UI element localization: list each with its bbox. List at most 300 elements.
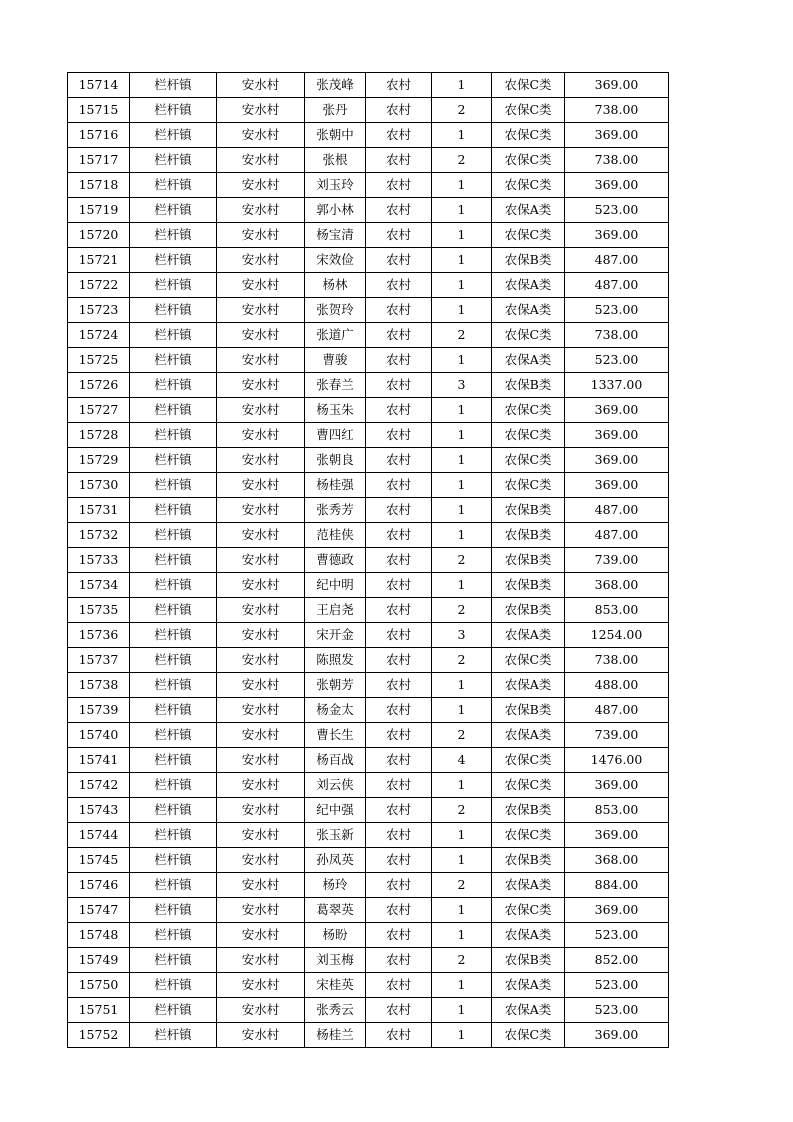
amount-cell: 852.00 xyxy=(565,948,669,973)
name-cell: 张道广 xyxy=(305,323,366,348)
record-id-cell: 15738 xyxy=(68,673,130,698)
name-cell: 宋桂英 xyxy=(305,973,366,998)
table-row xyxy=(68,573,669,598)
table-row xyxy=(68,373,669,398)
village-cell: 安水村 xyxy=(217,673,305,698)
count-cell: 4 xyxy=(432,748,492,773)
amount-cell: 853.00 xyxy=(565,798,669,823)
record-id-cell: 15736 xyxy=(68,623,130,648)
area-type-cell: 农村 xyxy=(366,673,432,698)
record-id-cell: 15750 xyxy=(68,973,130,998)
town-cell: 栏杆镇 xyxy=(130,248,217,273)
name-cell: 郭小林 xyxy=(305,198,366,223)
area-type-cell: 农村 xyxy=(366,723,432,748)
amount-cell: 369.00 xyxy=(565,448,669,473)
village-cell: 安水村 xyxy=(217,648,305,673)
record-id-cell: 15727 xyxy=(68,398,130,423)
record-id-cell: 15744 xyxy=(68,823,130,848)
name-cell: 杨盼 xyxy=(305,923,366,948)
amount-cell: 369.00 xyxy=(565,773,669,798)
count-cell: 1 xyxy=(432,898,492,923)
category-cell: 农保C类 xyxy=(492,773,565,798)
record-id-cell: 15741 xyxy=(68,748,130,773)
area-type-cell: 农村 xyxy=(366,798,432,823)
town-cell: 栏杆镇 xyxy=(130,323,217,348)
category-cell: 农保B类 xyxy=(492,848,565,873)
name-cell: 宋效俭 xyxy=(305,248,366,273)
village-cell: 安水村 xyxy=(217,523,305,548)
category-cell: 农保A类 xyxy=(492,873,565,898)
town-cell: 栏杆镇 xyxy=(130,398,217,423)
record-id-cell: 15717 xyxy=(68,148,130,173)
category-cell: 农保C类 xyxy=(492,748,565,773)
table-row xyxy=(68,548,669,573)
count-cell: 1 xyxy=(432,698,492,723)
count-cell: 3 xyxy=(432,623,492,648)
record-id-cell: 15720 xyxy=(68,223,130,248)
record-id-cell: 15732 xyxy=(68,523,130,548)
count-cell: 2 xyxy=(432,873,492,898)
village-cell: 安水村 xyxy=(217,548,305,573)
name-cell: 张根 xyxy=(305,148,366,173)
table-row xyxy=(68,973,669,998)
amount-cell: 369.00 xyxy=(565,423,669,448)
name-cell: 刘玉玲 xyxy=(305,173,366,198)
village-cell: 安水村 xyxy=(217,1023,305,1048)
amount-cell: 487.00 xyxy=(565,523,669,548)
town-cell: 栏杆镇 xyxy=(130,998,217,1023)
table-row xyxy=(68,748,669,773)
village-cell: 安水村 xyxy=(217,273,305,298)
count-cell: 2 xyxy=(432,98,492,123)
category-cell: 农保B类 xyxy=(492,698,565,723)
name-cell: 孙凤英 xyxy=(305,848,366,873)
category-cell: 农保B类 xyxy=(492,798,565,823)
name-cell: 张玉新 xyxy=(305,823,366,848)
village-cell: 安水村 xyxy=(217,123,305,148)
amount-cell: 369.00 xyxy=(565,123,669,148)
table-row xyxy=(68,148,669,173)
table-row xyxy=(68,923,669,948)
area-type-cell: 农村 xyxy=(366,548,432,573)
name-cell: 张丹 xyxy=(305,98,366,123)
village-cell: 安水村 xyxy=(217,823,305,848)
count-cell: 2 xyxy=(432,548,492,573)
record-id-cell: 15743 xyxy=(68,798,130,823)
table-row xyxy=(68,823,669,848)
town-cell: 栏杆镇 xyxy=(130,448,217,473)
record-id-cell: 15752 xyxy=(68,1023,130,1048)
amount-cell: 884.00 xyxy=(565,873,669,898)
area-type-cell: 农村 xyxy=(366,623,432,648)
category-cell: 农保B类 xyxy=(492,373,565,398)
category-cell: 农保C类 xyxy=(492,323,565,348)
count-cell: 1 xyxy=(432,448,492,473)
village-cell: 安水村 xyxy=(217,948,305,973)
table-row xyxy=(68,698,669,723)
category-cell: 农保B类 xyxy=(492,598,565,623)
name-cell: 曹德政 xyxy=(305,548,366,573)
area-type-cell: 农村 xyxy=(366,173,432,198)
area-type-cell: 农村 xyxy=(366,998,432,1023)
record-id-cell: 15751 xyxy=(68,998,130,1023)
count-cell: 2 xyxy=(432,148,492,173)
table-row xyxy=(68,873,669,898)
village-cell: 安水村 xyxy=(217,598,305,623)
record-id-cell: 15731 xyxy=(68,498,130,523)
count-cell: 1 xyxy=(432,773,492,798)
table-row xyxy=(68,898,669,923)
amount-cell: 739.00 xyxy=(565,548,669,573)
record-id-cell: 15729 xyxy=(68,448,130,473)
table-row xyxy=(68,423,669,448)
village-cell: 安水村 xyxy=(217,373,305,398)
village-cell: 安水村 xyxy=(217,323,305,348)
area-type-cell: 农村 xyxy=(366,73,432,98)
amount-cell: 487.00 xyxy=(565,248,669,273)
area-type-cell: 农村 xyxy=(366,298,432,323)
village-cell: 安水村 xyxy=(217,923,305,948)
table-row xyxy=(68,798,669,823)
category-cell: 农保C类 xyxy=(492,1023,565,1048)
data-table xyxy=(67,72,669,1048)
category-cell: 农保B类 xyxy=(492,573,565,598)
name-cell: 宋开金 xyxy=(305,623,366,648)
village-cell: 安水村 xyxy=(217,723,305,748)
record-id-cell: 15740 xyxy=(68,723,130,748)
amount-cell: 523.00 xyxy=(565,198,669,223)
name-cell: 刘云侠 xyxy=(305,773,366,798)
area-type-cell: 农村 xyxy=(366,648,432,673)
table-row xyxy=(68,123,669,148)
record-id-cell: 15742 xyxy=(68,773,130,798)
name-cell: 杨玲 xyxy=(305,873,366,898)
record-id-cell: 15734 xyxy=(68,573,130,598)
village-cell: 安水村 xyxy=(217,248,305,273)
table-row xyxy=(68,298,669,323)
count-cell: 2 xyxy=(432,948,492,973)
village-cell: 安水村 xyxy=(217,473,305,498)
category-cell: 农保C类 xyxy=(492,823,565,848)
village-cell: 安水村 xyxy=(217,148,305,173)
count-cell: 1 xyxy=(432,398,492,423)
area-type-cell: 农村 xyxy=(366,498,432,523)
area-type-cell: 农村 xyxy=(366,348,432,373)
name-cell: 杨桂强 xyxy=(305,473,366,498)
count-cell: 1 xyxy=(432,848,492,873)
village-cell: 安水村 xyxy=(217,98,305,123)
village-cell: 安水村 xyxy=(217,348,305,373)
village-cell: 安水村 xyxy=(217,298,305,323)
name-cell: 张贺玲 xyxy=(305,298,366,323)
village-cell: 安水村 xyxy=(217,623,305,648)
category-cell: 农保A类 xyxy=(492,673,565,698)
count-cell: 1 xyxy=(432,173,492,198)
category-cell: 农保C类 xyxy=(492,898,565,923)
area-type-cell: 农村 xyxy=(366,1023,432,1048)
town-cell: 栏杆镇 xyxy=(130,298,217,323)
name-cell: 杨百战 xyxy=(305,748,366,773)
name-cell: 杨宝清 xyxy=(305,223,366,248)
table-row xyxy=(68,173,669,198)
name-cell: 张茂峰 xyxy=(305,73,366,98)
town-cell: 栏杆镇 xyxy=(130,173,217,198)
category-cell: 农保A类 xyxy=(492,973,565,998)
amount-cell: 853.00 xyxy=(565,598,669,623)
name-cell: 张朝良 xyxy=(305,448,366,473)
count-cell: 1 xyxy=(432,523,492,548)
table-row xyxy=(68,723,669,748)
record-id-cell: 15730 xyxy=(68,473,130,498)
count-cell: 2 xyxy=(432,798,492,823)
amount-cell: 738.00 xyxy=(565,98,669,123)
table-row xyxy=(68,598,669,623)
name-cell: 张朝中 xyxy=(305,123,366,148)
category-cell: 农保B类 xyxy=(492,948,565,973)
village-cell: 安水村 xyxy=(217,773,305,798)
amount-cell: 738.00 xyxy=(565,648,669,673)
count-cell: 1 xyxy=(432,423,492,448)
town-cell: 栏杆镇 xyxy=(130,373,217,398)
town-cell: 栏杆镇 xyxy=(130,973,217,998)
area-type-cell: 农村 xyxy=(366,373,432,398)
town-cell: 栏杆镇 xyxy=(130,723,217,748)
record-id-cell: 15726 xyxy=(68,373,130,398)
amount-cell: 368.00 xyxy=(565,848,669,873)
table-row xyxy=(68,998,669,1023)
area-type-cell: 农村 xyxy=(366,598,432,623)
amount-cell: 369.00 xyxy=(565,823,669,848)
area-type-cell: 农村 xyxy=(366,873,432,898)
count-cell: 1 xyxy=(432,998,492,1023)
amount-cell: 487.00 xyxy=(565,698,669,723)
amount-cell: 523.00 xyxy=(565,973,669,998)
category-cell: 农保C类 xyxy=(492,123,565,148)
area-type-cell: 农村 xyxy=(366,448,432,473)
amount-cell: 1337.00 xyxy=(565,373,669,398)
town-cell: 栏杆镇 xyxy=(130,673,217,698)
name-cell: 张朝芳 xyxy=(305,673,366,698)
amount-cell: 369.00 xyxy=(565,898,669,923)
area-type-cell: 农村 xyxy=(366,698,432,723)
name-cell: 张秀云 xyxy=(305,998,366,1023)
table-row xyxy=(68,73,669,98)
category-cell: 农保C类 xyxy=(492,473,565,498)
record-id-cell: 15719 xyxy=(68,198,130,223)
village-cell: 安水村 xyxy=(217,498,305,523)
category-cell: 农保B类 xyxy=(492,498,565,523)
category-cell: 农保C类 xyxy=(492,398,565,423)
village-cell: 安水村 xyxy=(217,798,305,823)
area-type-cell: 农村 xyxy=(366,148,432,173)
area-type-cell: 农村 xyxy=(366,123,432,148)
amount-cell: 1254.00 xyxy=(565,623,669,648)
town-cell: 栏杆镇 xyxy=(130,823,217,848)
town-cell: 栏杆镇 xyxy=(130,898,217,923)
table-row xyxy=(68,323,669,348)
name-cell: 杨金太 xyxy=(305,698,366,723)
name-cell: 曹骏 xyxy=(305,348,366,373)
name-cell: 纪中强 xyxy=(305,798,366,823)
name-cell: 张秀芳 xyxy=(305,498,366,523)
table-row xyxy=(68,273,669,298)
town-cell: 栏杆镇 xyxy=(130,498,217,523)
table-row xyxy=(68,223,669,248)
village-cell: 安水村 xyxy=(217,223,305,248)
table-row xyxy=(68,673,669,698)
category-cell: 农保A类 xyxy=(492,198,565,223)
area-type-cell: 农村 xyxy=(366,248,432,273)
count-cell: 2 xyxy=(432,323,492,348)
name-cell: 杨玉朱 xyxy=(305,398,366,423)
area-type-cell: 农村 xyxy=(366,523,432,548)
amount-cell: 523.00 xyxy=(565,923,669,948)
amount-cell: 739.00 xyxy=(565,723,669,748)
table-row xyxy=(68,398,669,423)
category-cell: 农保A类 xyxy=(492,623,565,648)
amount-cell: 369.00 xyxy=(565,73,669,98)
amount-cell: 523.00 xyxy=(565,298,669,323)
town-cell: 栏杆镇 xyxy=(130,73,217,98)
count-cell: 3 xyxy=(432,373,492,398)
table-body xyxy=(68,73,669,1048)
amount-cell: 738.00 xyxy=(565,323,669,348)
record-id-cell: 15739 xyxy=(68,698,130,723)
count-cell: 1 xyxy=(432,248,492,273)
record-id-cell: 15714 xyxy=(68,73,130,98)
name-cell: 纪中明 xyxy=(305,573,366,598)
record-id-cell: 15748 xyxy=(68,923,130,948)
count-cell: 1 xyxy=(432,298,492,323)
amount-cell: 369.00 xyxy=(565,223,669,248)
town-cell: 栏杆镇 xyxy=(130,748,217,773)
count-cell: 1 xyxy=(432,673,492,698)
record-id-cell: 15724 xyxy=(68,323,130,348)
town-cell: 栏杆镇 xyxy=(130,273,217,298)
category-cell: 农保C类 xyxy=(492,98,565,123)
name-cell: 杨桂兰 xyxy=(305,1023,366,1048)
table-row xyxy=(68,948,669,973)
count-cell: 1 xyxy=(432,473,492,498)
area-type-cell: 农村 xyxy=(366,748,432,773)
amount-cell: 523.00 xyxy=(565,998,669,1023)
category-cell: 农保A类 xyxy=(492,298,565,323)
table-row xyxy=(68,348,669,373)
table-row xyxy=(68,523,669,548)
village-cell: 安水村 xyxy=(217,448,305,473)
village-cell: 安水村 xyxy=(217,198,305,223)
town-cell: 栏杆镇 xyxy=(130,223,217,248)
area-type-cell: 农村 xyxy=(366,898,432,923)
amount-cell: 487.00 xyxy=(565,273,669,298)
name-cell: 刘玉梅 xyxy=(305,948,366,973)
town-cell: 栏杆镇 xyxy=(130,123,217,148)
record-id-cell: 15745 xyxy=(68,848,130,873)
category-cell: 农保B类 xyxy=(492,548,565,573)
category-cell: 农保C类 xyxy=(492,73,565,98)
category-cell: 农保C类 xyxy=(492,448,565,473)
area-type-cell: 农村 xyxy=(366,423,432,448)
name-cell: 杨林 xyxy=(305,273,366,298)
village-cell: 安水村 xyxy=(217,748,305,773)
name-cell: 范桂侠 xyxy=(305,523,366,548)
table-row xyxy=(68,623,669,648)
village-cell: 安水村 xyxy=(217,573,305,598)
village-cell: 安水村 xyxy=(217,73,305,98)
table-row xyxy=(68,498,669,523)
village-cell: 安水村 xyxy=(217,873,305,898)
category-cell: 农保C类 xyxy=(492,648,565,673)
record-id-cell: 15723 xyxy=(68,298,130,323)
count-cell: 1 xyxy=(432,573,492,598)
count-cell: 2 xyxy=(432,723,492,748)
area-type-cell: 农村 xyxy=(366,473,432,498)
amount-cell: 523.00 xyxy=(565,348,669,373)
record-id-cell: 15715 xyxy=(68,98,130,123)
table-row xyxy=(68,448,669,473)
name-cell: 曹四红 xyxy=(305,423,366,448)
table-row xyxy=(68,1023,669,1048)
category-cell: 农保C类 xyxy=(492,223,565,248)
area-type-cell: 农村 xyxy=(366,823,432,848)
town-cell: 栏杆镇 xyxy=(130,923,217,948)
name-cell: 葛翠英 xyxy=(305,898,366,923)
area-type-cell: 农村 xyxy=(366,273,432,298)
town-cell: 栏杆镇 xyxy=(130,1023,217,1048)
table-row xyxy=(68,648,669,673)
town-cell: 栏杆镇 xyxy=(130,548,217,573)
town-cell: 栏杆镇 xyxy=(130,523,217,548)
area-type-cell: 农村 xyxy=(366,398,432,423)
category-cell: 农保A类 xyxy=(492,723,565,748)
table-row xyxy=(68,198,669,223)
town-cell: 栏杆镇 xyxy=(130,473,217,498)
record-id-cell: 15718 xyxy=(68,173,130,198)
town-cell: 栏杆镇 xyxy=(130,623,217,648)
village-cell: 安水村 xyxy=(217,898,305,923)
count-cell: 1 xyxy=(432,1023,492,1048)
count-cell: 2 xyxy=(432,648,492,673)
town-cell: 栏杆镇 xyxy=(130,798,217,823)
area-type-cell: 农村 xyxy=(366,848,432,873)
count-cell: 1 xyxy=(432,348,492,373)
town-cell: 栏杆镇 xyxy=(130,873,217,898)
category-cell: 农保B类 xyxy=(492,248,565,273)
count-cell: 1 xyxy=(432,123,492,148)
town-cell: 栏杆镇 xyxy=(130,598,217,623)
town-cell: 栏杆镇 xyxy=(130,648,217,673)
town-cell: 栏杆镇 xyxy=(130,148,217,173)
town-cell: 栏杆镇 xyxy=(130,848,217,873)
amount-cell: 369.00 xyxy=(565,398,669,423)
name-cell: 张春兰 xyxy=(305,373,366,398)
amount-cell: 487.00 xyxy=(565,498,669,523)
village-cell: 安水村 xyxy=(217,848,305,873)
area-type-cell: 农村 xyxy=(366,98,432,123)
record-id-cell: 15749 xyxy=(68,948,130,973)
area-type-cell: 农村 xyxy=(366,198,432,223)
record-id-cell: 15735 xyxy=(68,598,130,623)
town-cell: 栏杆镇 xyxy=(130,773,217,798)
record-id-cell: 15725 xyxy=(68,348,130,373)
village-cell: 安水村 xyxy=(217,698,305,723)
record-id-cell: 15746 xyxy=(68,873,130,898)
town-cell: 栏杆镇 xyxy=(130,573,217,598)
name-cell: 陈照发 xyxy=(305,648,366,673)
category-cell: 农保C类 xyxy=(492,173,565,198)
amount-cell: 1476.00 xyxy=(565,748,669,773)
amount-cell: 368.00 xyxy=(565,573,669,598)
